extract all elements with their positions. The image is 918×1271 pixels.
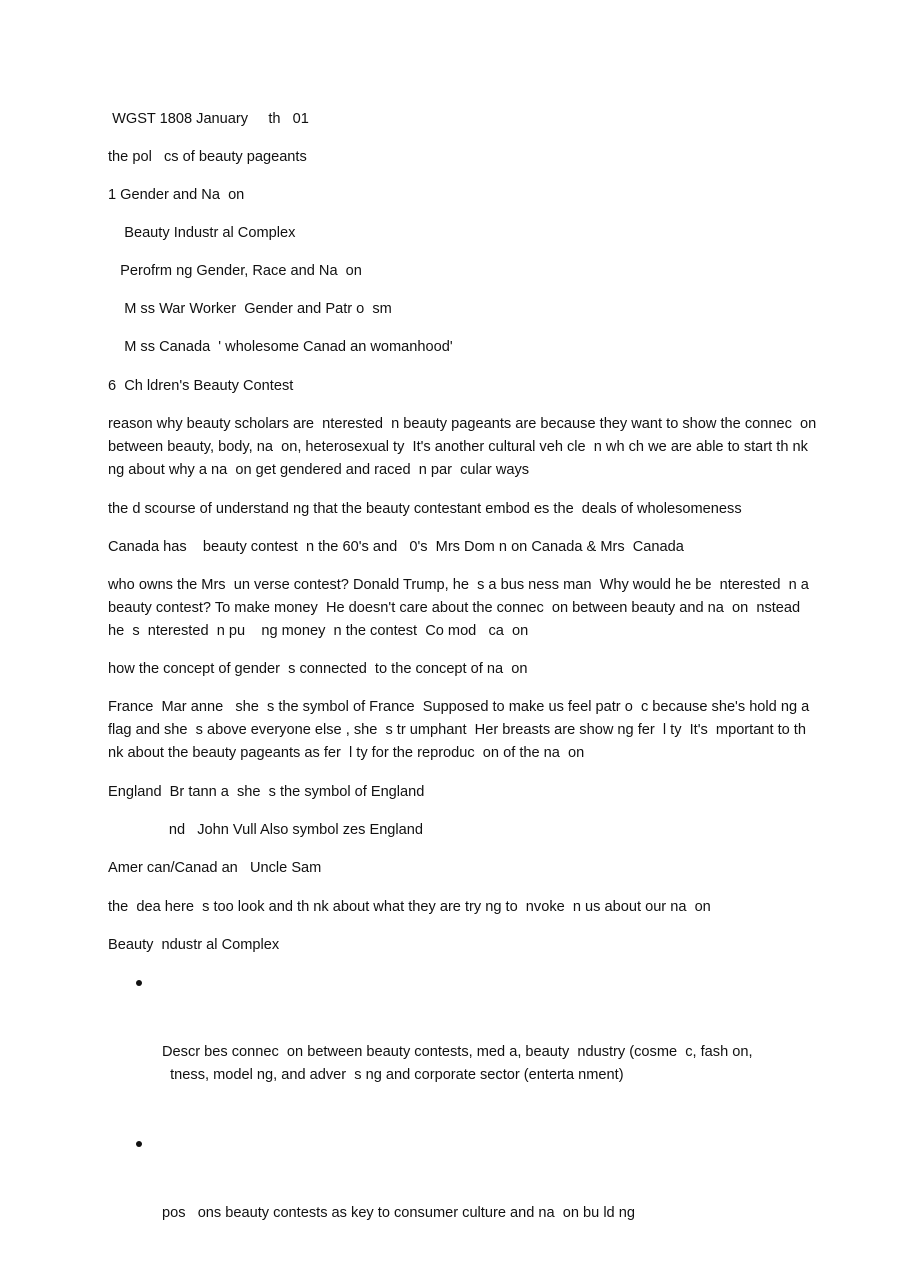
note-paragraph: Amer can/Canad an Uncle Sam bbox=[108, 860, 322, 876]
list-item-text: Descr bes connec on between beauty contests, med a, beauty ndustry (cosme c, fash on, tness, model ng, and adver s ng and corporate sector (enterta nment) bbox=[162, 1044, 753, 1083]
course-header: WGST 1808 January th 01 bbox=[108, 111, 309, 127]
note-paragraph: France Mar anne she s the symbol of France Supposed to make us feel patr o c because she's hold ng a flag and she s above everyone else , she s tr umphant Her breasts are show ng fer l ty It's mportant to th nk about the beauty pageants as fer l ty for the reproduc on of the na on bbox=[108, 699, 814, 761]
bullet-icon bbox=[136, 980, 142, 986]
note-paragraph: reason why beauty scholars are nterested n beauty pageants are because they want to show the connec on between beauty, body, na on, heterosexual ty It's another cultural veh cle n wh ch we are able to start th nk ng about why a na on get gendered and raced n par cular ways bbox=[108, 416, 821, 478]
note-paragraph: how the concept of gender s connected to the concept of na on bbox=[108, 661, 528, 677]
note-paragraph: England Br tann a she s the symbol of England bbox=[108, 784, 425, 800]
outline-item: 6 Ch ldren's Beauty Contest bbox=[108, 378, 294, 394]
bullet-list bbox=[108, 972, 818, 1271]
list-item bbox=[108, 972, 818, 1133]
note-paragraph: the dea here s too look and th nk about what they are try ng to nvoke n us about our na on bbox=[108, 899, 711, 915]
note-paragraph: the d scourse of understand ng that the beauty contestant embod es the deals of wholesomeness bbox=[108, 501, 742, 517]
outline-item: M ss Canada ' wholesome Canad an womanhood' bbox=[108, 339, 453, 355]
bullet-icon bbox=[136, 1141, 142, 1147]
outline-item: M ss War Worker Gender and Patr o sm bbox=[108, 301, 392, 317]
outline-item: Beauty Industr al Complex bbox=[108, 225, 296, 241]
note-paragraph: nd John Vull Also symbol zes England bbox=[108, 822, 424, 838]
outline-item: Perofrm ng Gender, Race and Na on bbox=[108, 263, 362, 279]
list-item-text: pos ons beauty contests as key to consumer culture and na on bu ld ng bbox=[162, 1205, 635, 1221]
outline-item: 1 Gender and Na on bbox=[108, 187, 245, 203]
note-paragraph: Canada has beauty contest n the 60's and 0's Mrs Dom n on Canada & Mrs Canada bbox=[108, 539, 684, 555]
lecture-title: the pol cs of beauty pageants bbox=[108, 149, 307, 165]
list-item bbox=[108, 1133, 818, 1271]
note-paragraph: who owns the Mrs un verse contest? Donald Trump, he s a bus ness man Why would he be nterested n a beauty contest? To make money He doesn't care about the connec on between beauty and na on nstead he s nterested n pu ng money n the contest Co mod ca on bbox=[108, 577, 813, 639]
section-heading: Beauty ndustr al Complex bbox=[108, 937, 280, 953]
